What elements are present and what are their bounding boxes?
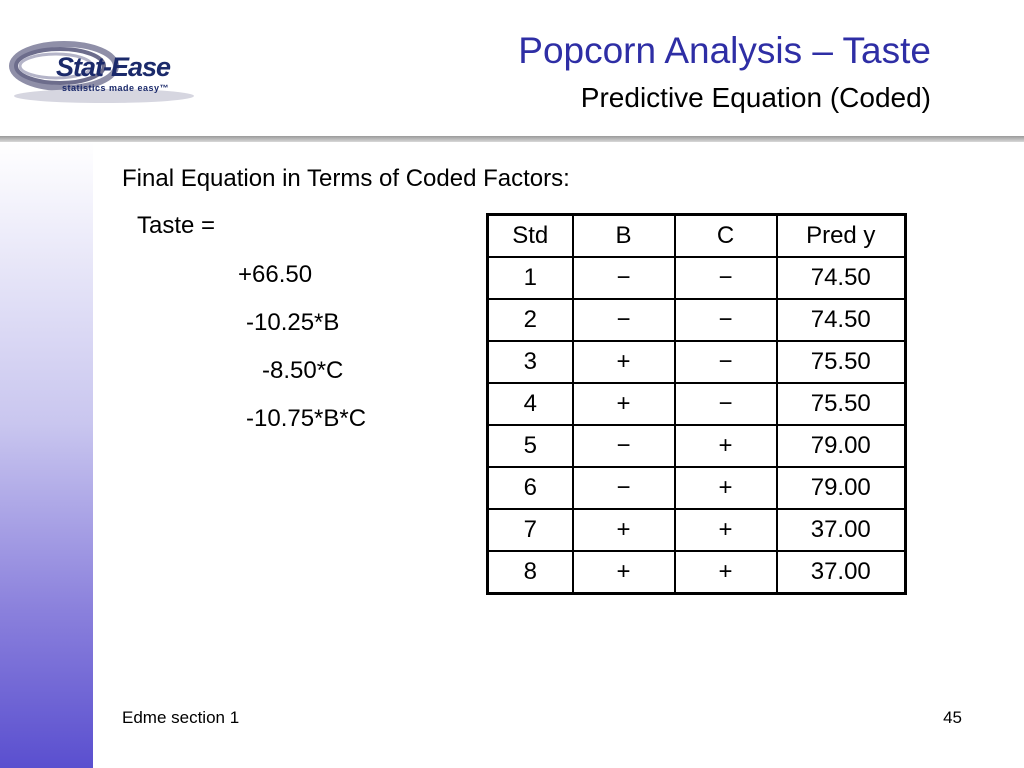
cell-pred-y: 37.00 — [777, 509, 906, 551]
table-row — [488, 299, 906, 341]
stat-ease-logo — [4, 36, 200, 108]
cell-std: 1 — [488, 257, 573, 299]
page-number: 45 — [943, 708, 962, 727]
equation-heading: Final Equation in Terms of Coded Factors: — [122, 165, 570, 192]
equation-term-bc: -10.75*B*C — [246, 405, 367, 432]
cell-b: − — [573, 425, 675, 467]
cell-c: − — [675, 383, 777, 425]
cell-pred-y: 79.00 — [777, 425, 906, 467]
sidebar-gradient — [0, 142, 93, 768]
header-std: Std — [488, 215, 573, 258]
table-row — [488, 257, 906, 299]
cell-b: − — [573, 467, 675, 509]
cell-pred-y: 79.00 — [777, 467, 906, 509]
header-b: B — [573, 215, 675, 258]
cell-std: 6 — [488, 467, 573, 509]
cell-pred-y: 74.50 — [777, 257, 906, 299]
cell-c: + — [675, 467, 777, 509]
table-row — [488, 383, 906, 425]
cell-pred-y: 75.50 — [777, 341, 906, 383]
footer-section-label: Edme section 1 — [122, 708, 240, 727]
cell-pred-y: 75.50 — [777, 383, 906, 425]
equation-term-intercept: +66.50 — [238, 261, 313, 288]
slide-title: Popcorn Analysis – Taste — [518, 30, 931, 71]
cell-b: + — [573, 551, 675, 594]
cell-b: − — [573, 299, 675, 341]
cell-std: 5 — [488, 425, 573, 467]
cell-std: 3 — [488, 341, 573, 383]
cell-c: − — [675, 257, 777, 299]
cell-c: − — [675, 341, 777, 383]
prediction-table — [486, 213, 907, 595]
cell-std: 2 — [488, 299, 573, 341]
cell-b: + — [573, 509, 675, 551]
logo-wordmark: Stat-Ease — [56, 52, 171, 82]
equation-term-b: -10.25*B — [246, 309, 340, 336]
cell-c: + — [675, 551, 777, 594]
cell-pred-y: 37.00 — [777, 551, 906, 594]
cell-std: 4 — [488, 383, 573, 425]
cell-b: + — [573, 383, 675, 425]
cell-c: + — [675, 425, 777, 467]
cell-c: − — [675, 299, 777, 341]
table-row — [488, 467, 906, 509]
equation-term-c: -8.50*C — [262, 357, 344, 384]
table-header-row — [488, 215, 906, 258]
table-row — [488, 425, 906, 467]
title-divider — [0, 136, 1024, 142]
table-row — [488, 509, 906, 551]
cell-b: + — [573, 341, 675, 383]
cell-b: − — [573, 257, 675, 299]
logo-tagline: statistics made easy™ — [62, 83, 170, 93]
cell-c: + — [675, 509, 777, 551]
table-row — [488, 551, 906, 594]
slide-subtitle: Predictive Equation (Coded) — [580, 82, 931, 113]
cell-pred-y: 74.50 — [777, 299, 906, 341]
equation-label: Taste = — [137, 212, 216, 239]
cell-std: 7 — [488, 509, 573, 551]
cell-std: 8 — [488, 551, 573, 594]
table-row — [488, 341, 906, 383]
header-pred-y: Pred y — [777, 215, 906, 258]
header-c: C — [675, 215, 777, 258]
